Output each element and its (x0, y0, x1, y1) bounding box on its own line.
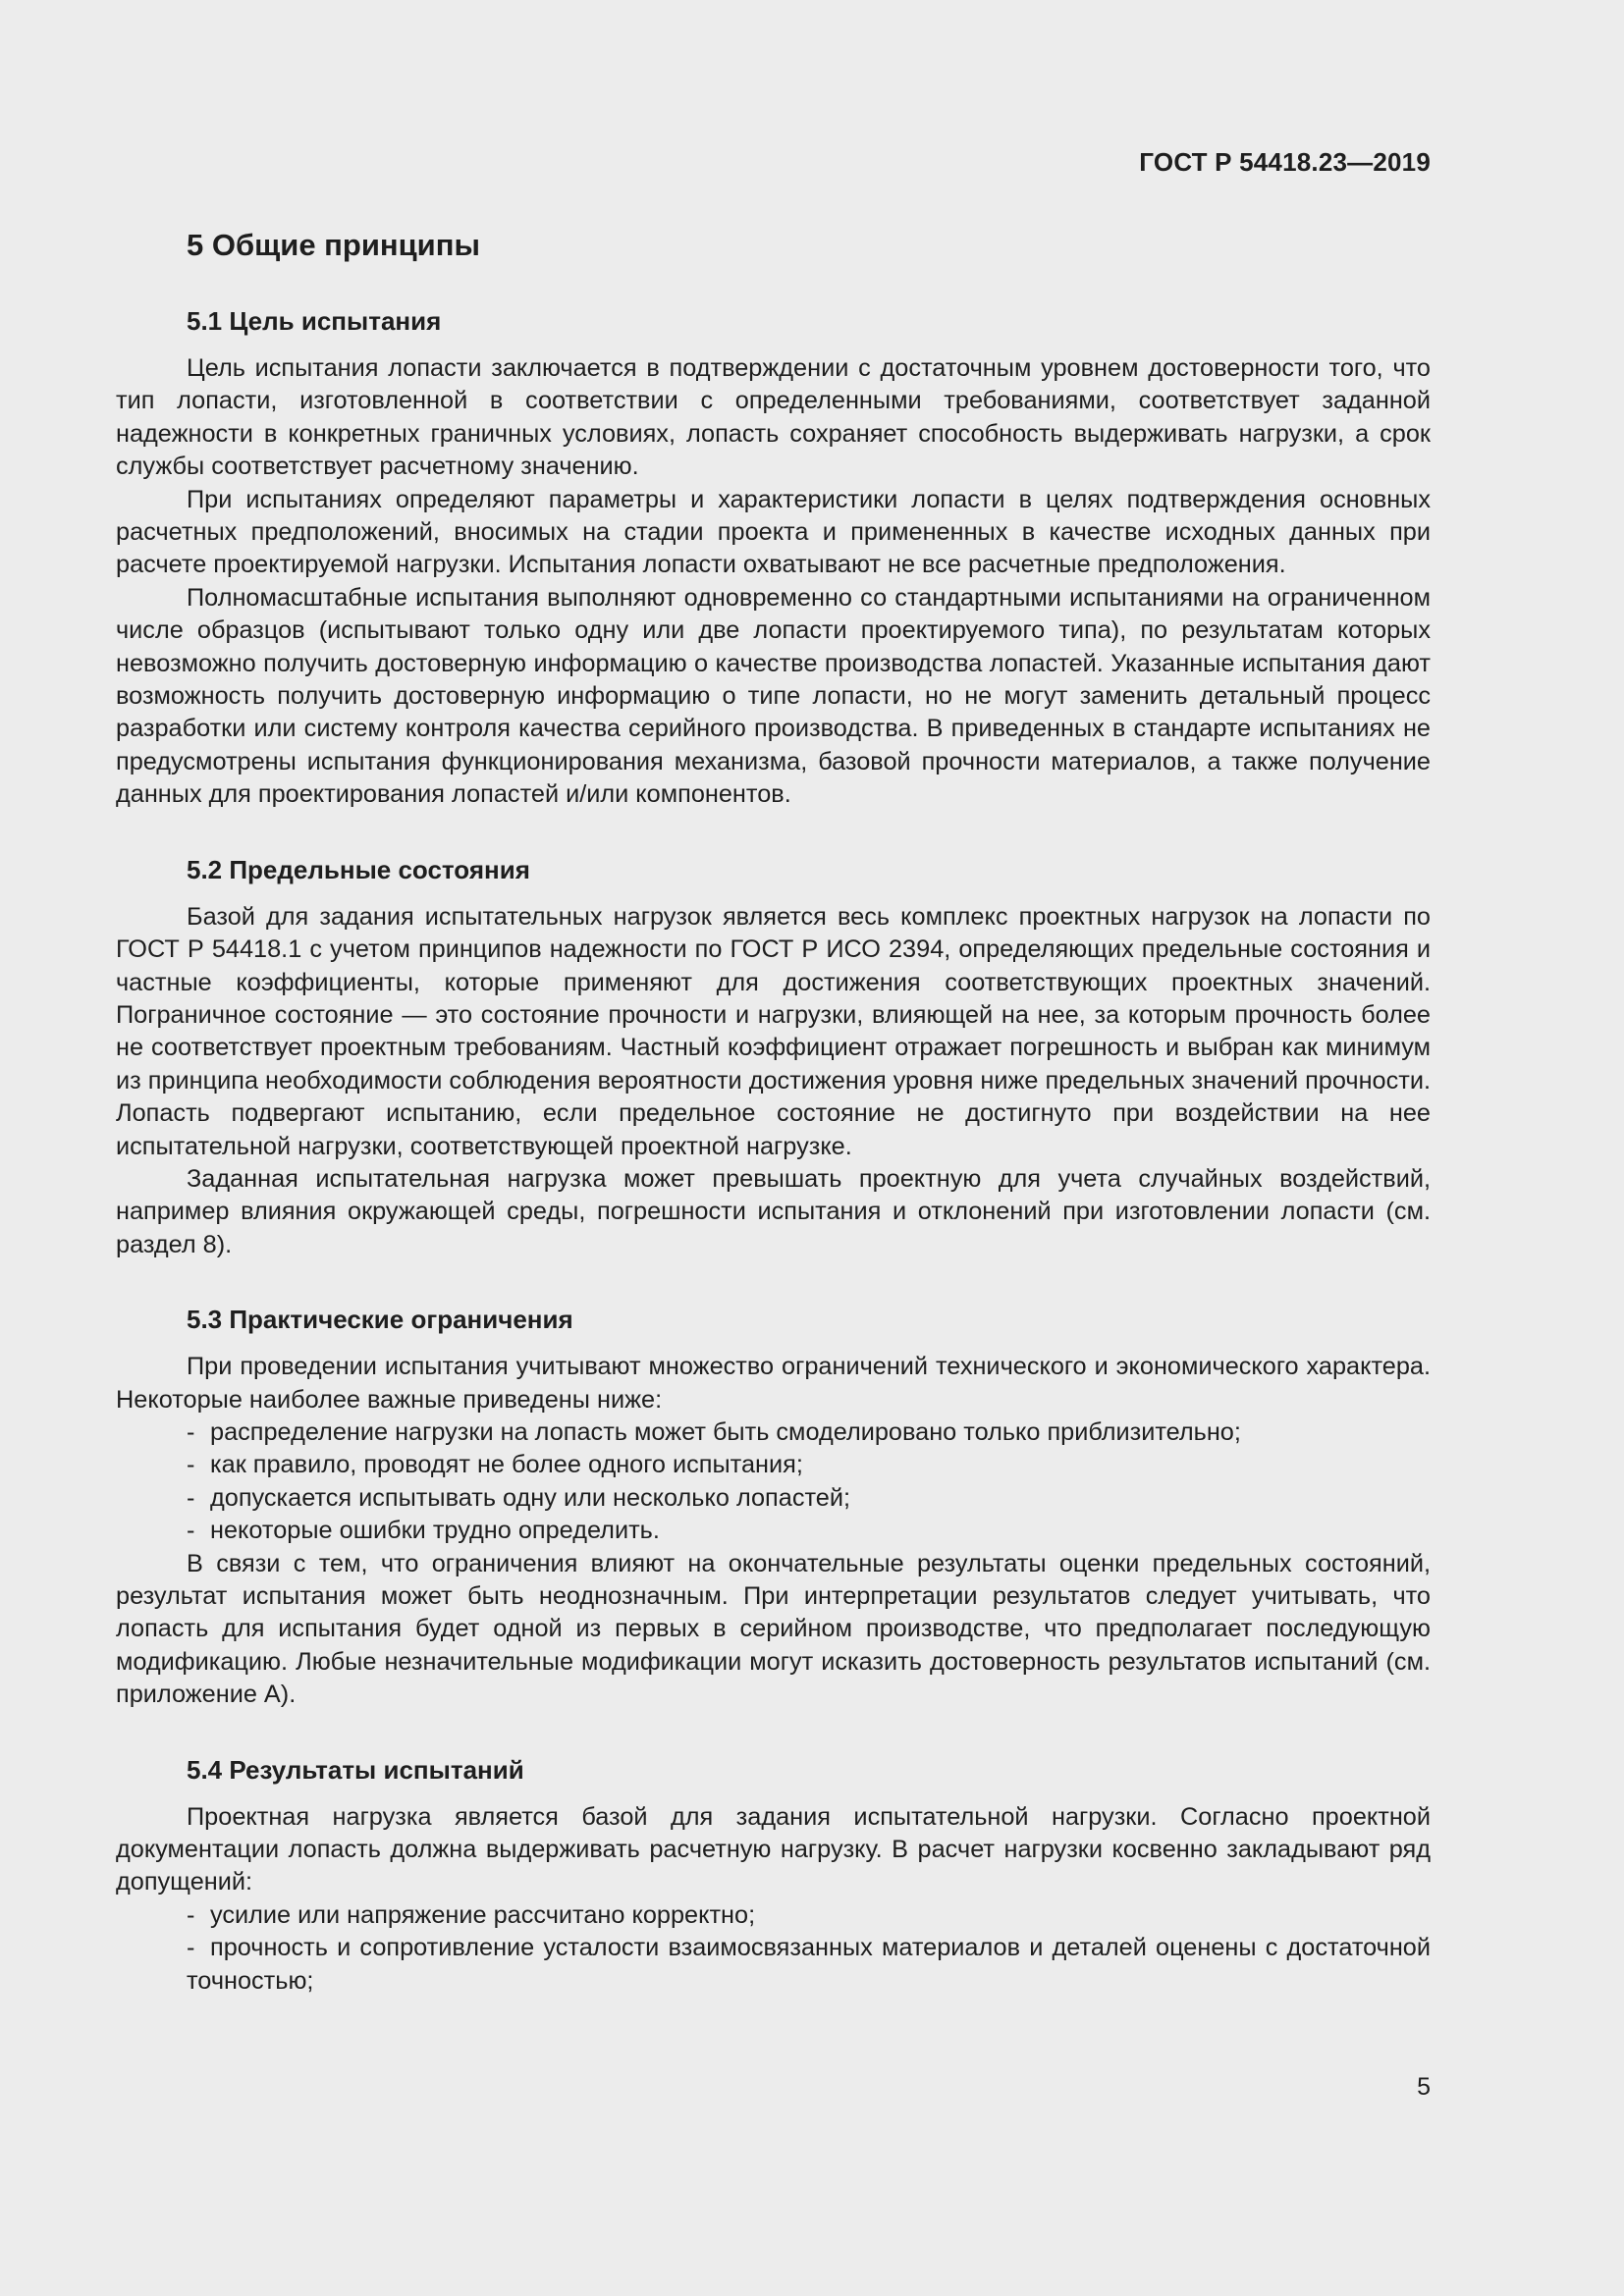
list-item-wrapped: - прочность и сопротивление усталости взаимосвязанных материалов и деталей оценены с достаточной точностью; (187, 1934, 1431, 1995)
subsection-title-5-3: 5.3 Практические ограничения (187, 1305, 573, 1335)
list-dash: - (187, 1483, 195, 1512)
list-dash: - (187, 1934, 195, 1962)
subsection-title-5-4: 5.4 Результаты испытаний (187, 1754, 524, 1785)
list-item: - некоторые ошибки трудно определить. (116, 1515, 1431, 1547)
page-content (116, 221, 1431, 1998)
paragraph: При проведении испытания учитывают множество ограничений технического и экономического характера. Некоторые наиболее важные приведены ниже: (116, 1353, 1431, 1414)
page-number: 5 (1417, 2073, 1431, 2101)
paragraph: Проектная нагрузка является базой для задания испытательной нагрузки. Согласно проектной документации лопасть должна выдерживать расчетную нагрузку. В расчет нагрузки косвенно закладывают ряд допущений: (116, 1802, 1431, 1896)
paragraph: Базой для задания испытательных нагрузок является весь комплекс проектных нагрузок на лопасти по ГОСТ Р 54418.1 с учетом принципов надежности по ГОСТ Р ИСО 2394, определяющих предельные состояния и частные коэффициенты, которые применяют для достижения соответствующих проектных значений. Пограничное состояние — это состояние прочности и нагрузки, влияющей на нее, за которым прочность более не соответствует проектным требованиям. Частный коэффициент отражает погрешность и выбран как минимум из принципа необходимости соблюдения вероятности достижения уровня ниже предельных значений прочности. Лопасть подвергают испытанию, если предельное состояние не достигнуто при воздействии на нее испытательной нагрузки, соответствующей проектной нагрузке. (116, 902, 1431, 1160)
subsection-title-5-1: 5.1 Цель испытания (187, 306, 442, 336)
list-dash: - (187, 1417, 195, 1446)
list-item: - допускается испытывать одну или несколько лопастей; (116, 1482, 1431, 1515)
paragraph: В связи с тем, что ограничения влияют на окончательные результаты оценки предельных состояний, результат испытания может быть неоднозначным. При интерпретации результатов следует учитывать, что лопасть для испытания будет одной из первых в серийном производстве, что предполагает последующую модификацию. Любые незначительные модификации могут исказить достоверность результатов испытаний (см. приложение А). (116, 1549, 1431, 1709)
list-dash: - (187, 1451, 195, 1479)
list-dash: - (187, 1517, 195, 1545)
section-title: 5 Общие принципы (187, 228, 480, 262)
list-item: - усилие или напряжение рассчитано корректно; (116, 1899, 1431, 1932)
subsection-title-5-2: 5.2 Предельные состояния (187, 854, 530, 884)
paragraph: Заданная испытательная нагрузка может превышать проектную для учета случайных воздействий, например влияния окружающей среды, погрешности испытания и отклонений при изготовлении лопасти (см. раздел 8). (116, 1164, 1431, 1258)
paragraph: При испытаниях определяют параметры и характеристики лопасти в целях подтверждения основных расчетных предположений, вносимых на стадии проекта и примененных в качестве исходных данных при расчете проектируемой нагрузки. Испытания лопасти охватывают не все расчетные предположения. (116, 485, 1431, 579)
list-item: - как правило, проводят не более одного испытания; (116, 1449, 1431, 1481)
paragraph: Полномасштабные испытания выполняют одновременно со стандартными испытаниями на ограниченном числе образцов (испытывают только одну или две лопасти проектируемого типа), по результатам которых невозможно получить достоверную информацию о качестве производства лопастей. Указанные испытания дают возможность получить достоверную информацию о типе лопасти, но не могут заменить детальный процесс разработки или систему контроля качества серийного производства. В приведенных в стандарте испытаниях не предусмотрены испытания функционирования механизма, базовой прочности материалов, а также получение данных для проектирования лопастей и/или компонентов. (116, 583, 1431, 809)
list-item: - распределение нагрузки на лопасть может быть смоделировано только приблизительно; (116, 1416, 1431, 1449)
paragraph: Цель испытания лопасти заключается в подтверждении с достаточным уровнем достоверности того, что тип лопасти, изготовленной в соответствии с определенными требованиями, соответствует заданной надежности в конкретных граничных условиях, лопасть сохраняет способность выдерживать нагрузки, а срок службы соответствует расчетному значению. (116, 354, 1431, 481)
list-dash: - (187, 1900, 195, 1929)
standard-header: ГОСТ Р 54418.23—2019 (1139, 147, 1431, 177)
